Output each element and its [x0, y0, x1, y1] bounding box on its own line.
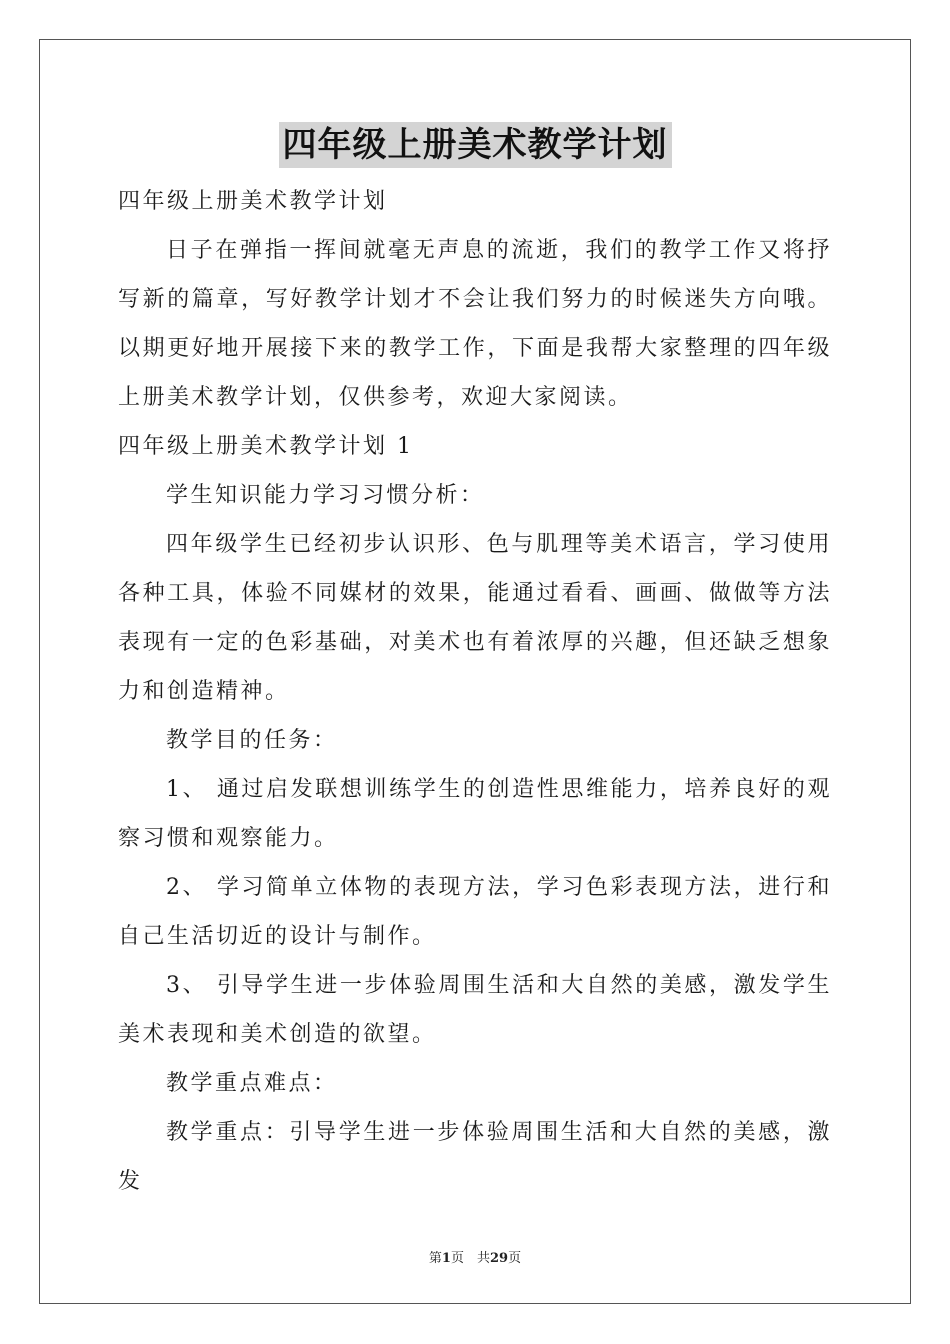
- paragraph: 学生知识能力学习习惯分析：: [166, 483, 485, 508]
- document-title: 四年级上册美术教学计划: [279, 122, 672, 168]
- footer-page-suffix: 页: [508, 1251, 522, 1266]
- document-body: [118, 177, 832, 1206]
- footer-page-prefix: 第: [428, 1251, 442, 1266]
- paragraph: 四年级上册美术教学计划 1: [118, 434, 414, 459]
- page-footer: [0, 1247, 950, 1266]
- paragraph: 日子在弹指一挥间就毫无声息的流逝，我们的教学工作又将抒写新的篇章，写好教学计划才不会让我们努力的时候迷失方向哦。以期更好地开展接下来的教学工作，下面是我帮大家整理的四年级上册美术教学计划，仅供参考，欢迎大家阅读。: [118, 238, 832, 410]
- footer-page-total: 29: [489, 1251, 509, 1266]
- paragraph: 2、 学习简单立体物的表现方法，学习色彩表现方法，进行和自己生活切近的设计与制作。: [118, 875, 832, 949]
- paragraph: 四年级学生已经初步认识形、色与肌理等美术语言，学习使用各种工具，体验不同媒材的效果，能通过看看、画画、做做等方法表现有一定的色彩基础，对美术也有着浓厚的兴趣，但还缺乏想象力和创造精神。: [118, 532, 832, 704]
- paragraph: 1、 通过启发联想训练学生的创造性思维能力，培养良好的观察习惯和观察能力。: [118, 777, 832, 851]
- paragraph: 四年级上册美术教学计划: [118, 189, 388, 214]
- paragraph: 教学目的任务：: [166, 728, 338, 753]
- paragraph: 3、 引导学生进一步体验周围生活和大自然的美感，激发学生美术表现和美术创造的欲望。: [118, 973, 832, 1047]
- paragraph: 教学重点：引导学生进一步体验周围生活和大自然的美感，激发: [118, 1120, 832, 1194]
- title-container: [0, 122, 950, 168]
- footer-page-mid: 页 共: [450, 1251, 490, 1266]
- footer-page-current: 1: [441, 1251, 451, 1266]
- paragraph: 教学重点难点：: [166, 1071, 338, 1096]
